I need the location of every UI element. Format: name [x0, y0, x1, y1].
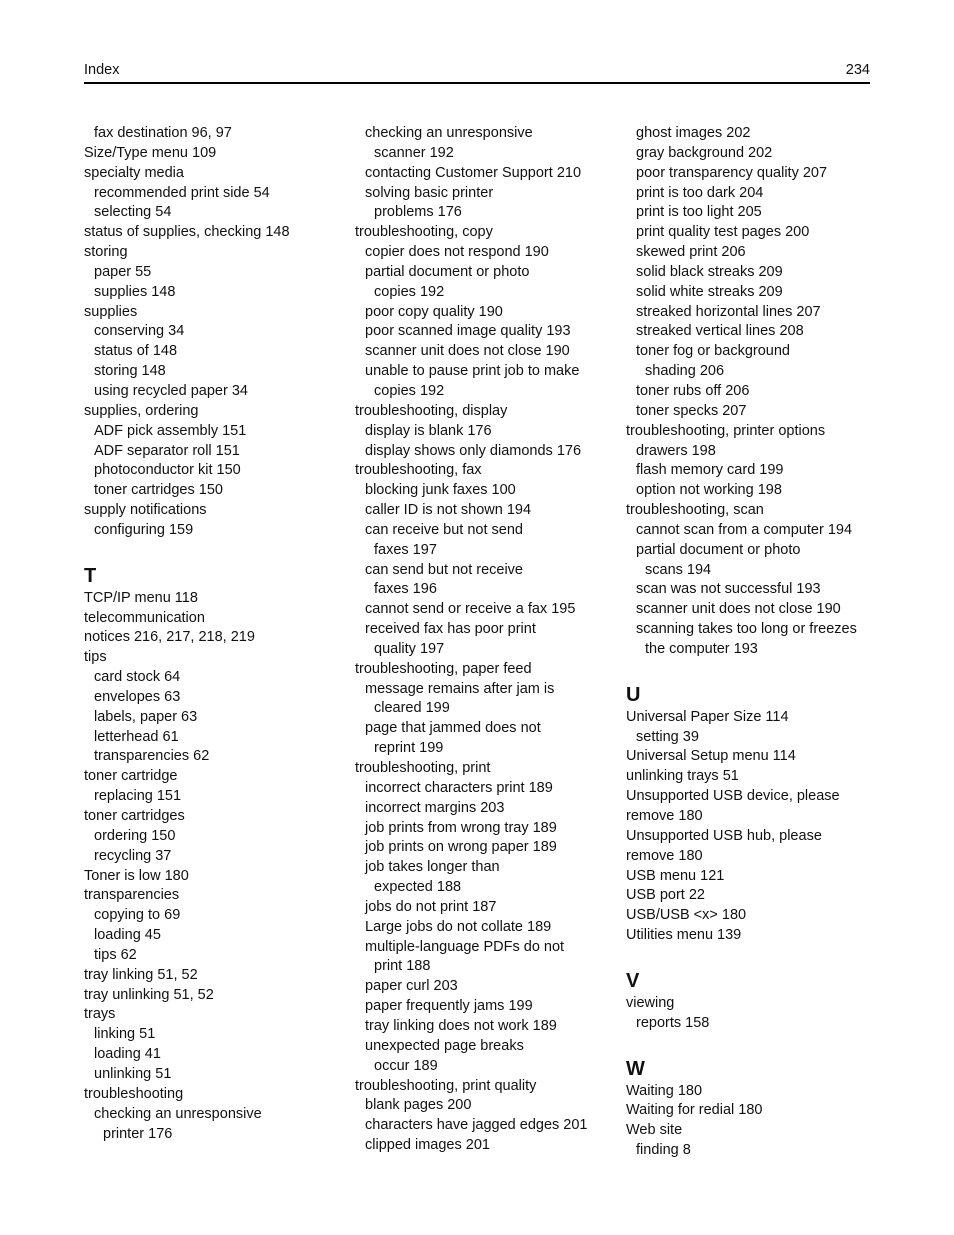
index-subentry: scanner unit does not close 190 [365, 343, 570, 360]
index-subentry: unable to pause print job to make [365, 363, 580, 380]
index-entry: Waiting for redial 180 [626, 1102, 763, 1119]
index-subentry: drawers 198 [636, 442, 716, 459]
index-subentry: copying to 69 [94, 907, 181, 924]
index-entry: Toner is low 180 [84, 867, 189, 884]
index-entry: supplies, ordering [84, 402, 199, 419]
index-entry: Web site [626, 1122, 683, 1139]
index-subentry: scan was not successful 193 [636, 581, 821, 598]
index-subentry: the computer 193 [645, 640, 758, 657]
index-subentry: unexpected page breaks [365, 1037, 524, 1054]
index-subentry: poor scanned image quality 193 [365, 323, 571, 340]
header-title: Index [84, 62, 120, 78]
index-subentry: print is too light 205 [636, 204, 762, 221]
index-entry: Universal Setup menu 114 [626, 748, 796, 765]
index-entry: Unsupported USB device, please [626, 788, 840, 805]
index-subentry: recommended print side 54 [94, 184, 270, 201]
index-entry: troubleshooting, display [355, 402, 508, 419]
index-subentry: checking an unresponsive [365, 125, 533, 141]
index-subentry: printer 176 [103, 1125, 173, 1142]
index-entry: troubleshooting, print [355, 760, 491, 776]
index-subentry: photoconductor kit 150 [94, 462, 241, 479]
index-subentry: scanner 192 [374, 144, 454, 161]
index-entry: troubleshooting, printer options [626, 422, 826, 439]
index-subentry: received fax has poor print [365, 621, 536, 638]
index-subentry: copies 192 [374, 283, 445, 300]
index-subentry: faxes 197 [374, 541, 437, 558]
index-entry: remove 180 [626, 808, 703, 824]
index-subentry: supplies 148 [94, 283, 176, 300]
index-subentry: cannot send or receive a fax 195 [365, 601, 576, 618]
index-entry: transparencies [84, 887, 180, 904]
index-subentry: using recycled paper 34 [94, 382, 248, 399]
index-subentry: fax destination 96, 97 [94, 125, 232, 141]
index-subentry: incorrect margins 203 [365, 799, 505, 816]
index-subentry: solid black streaks 209 [636, 263, 783, 280]
index-subentry: contacting Customer Support 210 [365, 164, 582, 181]
index-entry: troubleshooting, scan [626, 502, 764, 519]
index-subentry: blank pages 200 [365, 1097, 472, 1114]
page-header [84, 60, 870, 84]
index-entry: troubleshooting, print quality [355, 1077, 537, 1094]
page-number: 234 [845, 62, 870, 78]
index-subentry: storing 148 [94, 363, 166, 380]
index-subentry: labels, paper 63 [94, 708, 198, 725]
index-subentry: can send but not receive [365, 561, 523, 578]
index-column-3 [626, 124, 886, 1161]
index-subentry: configuring 159 [94, 521, 194, 538]
index-subentry: ADF separator roll 151 [94, 442, 240, 459]
index-subentry: can receive but not send [365, 521, 523, 538]
index-subentry: cannot scan from a computer 194 [636, 521, 853, 538]
index-entry: status of supplies, checking 148 [84, 224, 290, 241]
index-subentry: poor copy quality 190 [365, 303, 503, 320]
index-subentry: selecting 54 [94, 204, 172, 221]
index-subentry: display is blank 176 [365, 422, 492, 439]
index-subentry: tray linking does not work 189 [365, 1017, 557, 1034]
index-entry: supplies [84, 303, 138, 320]
index-subentry: shading 206 [645, 363, 725, 380]
index-subentry: ordering 150 [94, 827, 176, 844]
index-entry: storing [84, 244, 128, 261]
index-subentry: loading 41 [94, 1046, 161, 1063]
index-entry: Utilities menu 139 [626, 927, 742, 944]
index-subentry: transparencies 62 [94, 748, 210, 765]
index-entry: telecommunication [84, 609, 205, 626]
index-subentry: print 188 [374, 958, 431, 975]
index-subentry: loading 45 [94, 927, 161, 944]
index-subentry: copies 192 [374, 382, 445, 399]
index-subentry: toner specks 207 [636, 402, 747, 419]
index-entry: Universal Paper Size 114 [626, 708, 789, 725]
index-entry: tray unlinking 51, 52 [84, 986, 214, 1003]
index-subentry: poor transparency quality 207 [636, 164, 828, 181]
index-subentry: cleared 199 [374, 700, 450, 717]
index-column-2 [355, 124, 617, 1156]
index-entry: USB menu 121 [626, 867, 725, 884]
index-subentry: setting 39 [636, 728, 699, 745]
index-entry: Waiting 180 [626, 1082, 703, 1099]
index-subentry: ADF pick assembly 151 [94, 422, 247, 439]
index-subentry: expected 188 [374, 879, 462, 896]
index-subentry: page that jammed does not [365, 720, 541, 737]
index-entry: troubleshooting [84, 1085, 184, 1102]
index-subentry: status of 148 [94, 343, 178, 360]
index-subentry: paper curl 203 [365, 978, 458, 995]
index-subentry: reports 158 [636, 1014, 710, 1031]
index-subentry: incorrect characters print 189 [365, 779, 553, 796]
index-subentry: scans 194 [645, 561, 712, 578]
section-letter-heading: T [84, 564, 97, 587]
index-subentry: letterhead 61 [94, 728, 179, 745]
index-column-1 [84, 124, 344, 1144]
index-subentry: conserving 34 [94, 323, 185, 340]
index-subentry: clipped images 201 [365, 1137, 490, 1154]
index-subentry: recycling 37 [94, 847, 172, 864]
index-entry: specialty media [84, 164, 184, 181]
index-subentry: jobs do not print 187 [365, 898, 497, 915]
index-subentry: streaked vertical lines 208 [636, 323, 804, 340]
index-entry: toner cartridge [84, 768, 178, 785]
index-subentry: finding 8 [636, 1142, 691, 1159]
section-letter-heading: U [626, 683, 641, 706]
index-subentry: caller ID is not shown 194 [365, 502, 532, 519]
index-entry: remove 180 [626, 847, 703, 864]
section-letter-heading: W [626, 1057, 645, 1080]
index-subentry: job prints from wrong tray 189 [365, 819, 557, 836]
index-subentry: replacing 151 [94, 788, 182, 805]
index-subentry: faxes 196 [374, 581, 437, 598]
index-subentry: gray background 202 [636, 144, 773, 161]
index-subentry: occur 189 [374, 1057, 438, 1074]
index-subentry: ghost images 202 [636, 125, 751, 141]
index-subentry: solid white streaks 209 [636, 283, 783, 300]
index-subentry: print is too dark 204 [636, 184, 764, 201]
index-entry: notices 216, 217, 218, 219 [84, 629, 255, 646]
index-subentry: problems 176 [374, 204, 462, 221]
index-subentry: solving basic printer [365, 184, 494, 201]
index-entry: TCP/IP menu 118 [84, 589, 198, 606]
index-entry: Unsupported USB hub, please [626, 827, 822, 844]
index-subentry: toner fog or background [636, 343, 790, 360]
index-entry: Size/Type menu 109 [84, 144, 217, 161]
index-subentry: streaked horizontal lines 207 [636, 303, 821, 320]
index-subentry: option not working 198 [636, 482, 782, 499]
index-subentry: linking 51 [94, 1026, 156, 1043]
index-subentry: scanning takes too long or freezes [636, 621, 857, 638]
index-subentry: message remains after jam is [365, 680, 555, 697]
index-entry: viewing [626, 994, 675, 1011]
index-subentry: copier does not respond 190 [365, 244, 549, 261]
index-entry: USB port 22 [626, 887, 705, 904]
index-subentry: reprint 199 [374, 740, 444, 757]
index-subentry: characters have jagged edges 201 [365, 1117, 588, 1134]
index-subentry: Large jobs do not collate 189 [365, 918, 552, 935]
index-entry: trays [84, 1006, 116, 1023]
index-entry: troubleshooting, paper feed [355, 660, 532, 677]
index-subentry: blocking junk faxes 100 [365, 482, 516, 499]
index-subentry: partial document or photo [636, 541, 801, 558]
index-subentry: paper frequently jams 199 [365, 998, 533, 1015]
index-entry: tray linking 51, 52 [84, 966, 198, 983]
index-subentry: checking an unresponsive [94, 1105, 262, 1122]
index-subentry: toner rubs off 206 [636, 382, 750, 399]
index-subentry: display shows only diamonds 176 [365, 442, 582, 459]
index-subentry: unlinking 51 [94, 1065, 172, 1082]
index-subentry: tips 62 [94, 946, 137, 963]
index-subentry: toner cartridges 150 [94, 482, 223, 499]
index-entry: tips [84, 649, 107, 666]
index-entry: USB/USB <x> 180 [626, 907, 747, 924]
index-subentry: card stock 64 [94, 669, 181, 686]
index-entry: troubleshooting, fax [355, 462, 482, 479]
index-subentry: scanner unit does not close 190 [636, 601, 841, 618]
index-subentry: skewed print 206 [636, 244, 746, 261]
index-subentry: job prints on wrong paper 189 [365, 839, 557, 856]
index-subentry: job takes longer than [365, 859, 500, 876]
index-subentry: multiple-language PDFs do not [365, 938, 565, 955]
index-subentry: print quality test pages 200 [636, 224, 810, 241]
index-entry: troubleshooting, copy [355, 224, 493, 241]
index-entry: toner cartridges [84, 808, 185, 824]
section-letter-heading: V [626, 969, 640, 992]
index-subentry: paper 55 [94, 263, 152, 280]
index-subentry: quality 197 [374, 640, 445, 657]
index-subentry: flash memory card 199 [636, 462, 784, 479]
index-entry: unlinking trays 51 [626, 768, 739, 785]
index-entry: supply notifications [84, 502, 207, 519]
index-subentry: partial document or photo [365, 263, 530, 280]
index-subentry: envelopes 63 [94, 688, 181, 705]
